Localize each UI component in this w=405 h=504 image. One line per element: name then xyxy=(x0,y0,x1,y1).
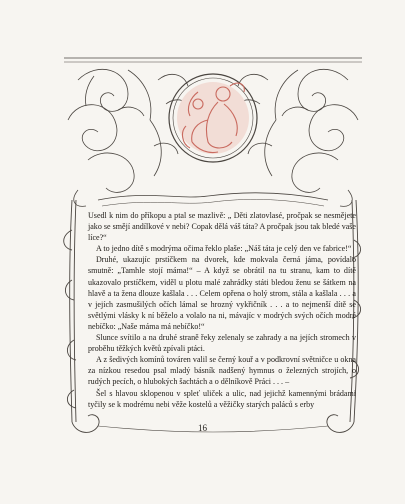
paragraph: Usedl k nim do příkopu a ptal se mazlivě: „ Děti zlatovlasé, pročpak se nesmějete jako se smějí andílkové v nebi? Copak dělá váš táta? A pročpak jsou tak bledé vaše líce?“ xyxy=(88,211,356,243)
paragraph: Druhé, ukazujíc prstíčkem na dvorek, kde mokvala černá jáma, povídalo smutně: „Tamhle stojí máma!“ – A když se obrátil na tu stranu, kam to dítě ukazovalo prstíčkem, viděl u plotu malé zahrádky státi bledou ženu se šátkem na hlavě a ta žena dlouze kašlala . . . Celem opřena o holý strom, stála a kašlala . . . a v jejích zasmušilých očích lámal se hrozný vykřičník . . . a to nejmenší dítě se světlými vlásky k ní běželo a volalo na ni, mávajíc v modrých svých očích modré nebíčko: „Naše máma má nebíčko!“ xyxy=(88,255,356,331)
body-text xyxy=(88,210,356,410)
paragraph: Šel s hlavou sklopenou v spleť uliček a ulic, nad jejichž kamennými brádami tyčily se k modrému nebi věže kostelů a věžičky starých paláců s erby xyxy=(88,388,356,409)
paragraph: A to jedno dítě s modrýma očima řeklo plaše: „Náš táta je celý den ve fabrice!“ xyxy=(96,244,352,254)
page-number: 16 xyxy=(198,423,207,433)
paragraph: Slunce svítilo a na druhé straně řeky zelenaly se zahrady a na jejích stromech v proběhu těžkých květů zpívali ptáci. xyxy=(88,333,356,354)
header-ornament xyxy=(58,50,368,210)
medallion-figure xyxy=(177,82,249,154)
paragraph: A z šedivých komínů továren valil se černý kouř a v podkrovní světničce u okna za nízkou resedou psal mladý básník nadšený hymnus o železných strojích, o rudých pecích, o hlubokých šachtách a o dělníkově Práci . . . – xyxy=(88,355,356,387)
